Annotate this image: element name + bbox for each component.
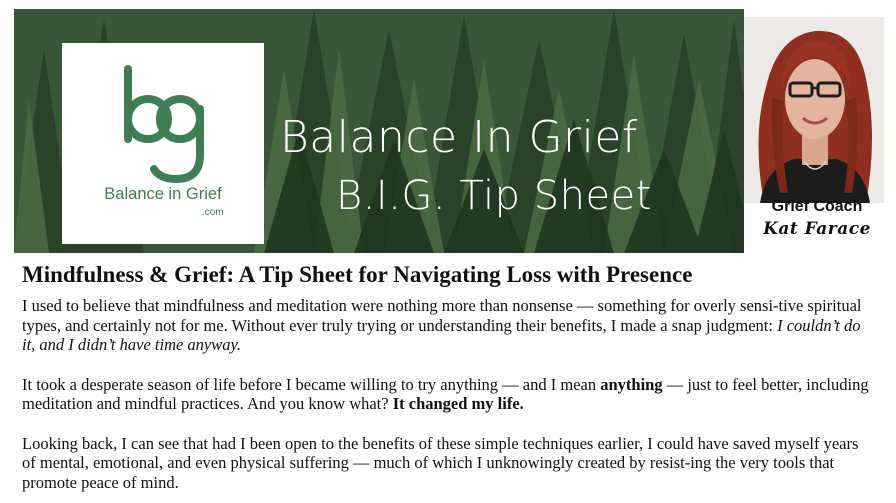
coach-portrait-image	[744, 17, 884, 203]
coach-role: Grief Coach	[771, 198, 863, 215]
paragraph-2-text-b: — just to feel better, including meditation and mindful practices. And you know what?	[22, 374, 869, 413]
logo-card	[62, 43, 264, 244]
paragraph-2-strong-1: anything	[600, 374, 663, 394]
paragraph-1-text: I used to believe that mindfulness and meditation were nothing more than nonsense — something for overly sensi-tive spiritual types, and certainly not for me. Without ever truly trying or understanding their benefits, I made a snap judgment:	[22, 296, 862, 335]
paragraph-3	[22, 434, 874, 493]
banner-title: Balance In Grief	[280, 112, 638, 163]
paragraph-1-emphasis: I couldn’t do it, and I didn’t have time anyway.	[22, 315, 861, 354]
paragraph-2-strong-2: It changed my life.	[392, 394, 524, 413]
coach-name-signature: Kat Farace	[763, 219, 871, 239]
logo-domain: .com	[202, 207, 224, 218]
article-headline: Mindfulness & Grief: A Tip Sheet for Navigating Loss with Presence	[22, 262, 693, 287]
bg-logo-mark-icon	[114, 65, 214, 185]
paragraph-3-text: Looking back, I can see that had I been open to the benefits of these simple techniques earlier, I could have saved myself years of mental, emotional, and even physical suffering — much of which I unknowingly created by resist-ing the very tools that promote peace of mind.	[22, 433, 859, 492]
banner-subtitle: B.I.G. Tip Sheet	[336, 173, 652, 219]
paragraph-2-text-a: It took a desperate season of life before I became willing to try anything — and I mean	[22, 374, 601, 394]
paragraph-2	[22, 375, 874, 414]
article	[22, 262, 874, 503]
coach-panel	[744, 9, 890, 253]
paragraph-1	[22, 296, 874, 355]
logo-text: Balance in Grief	[104, 185, 222, 203]
header-banner	[14, 9, 744, 253]
